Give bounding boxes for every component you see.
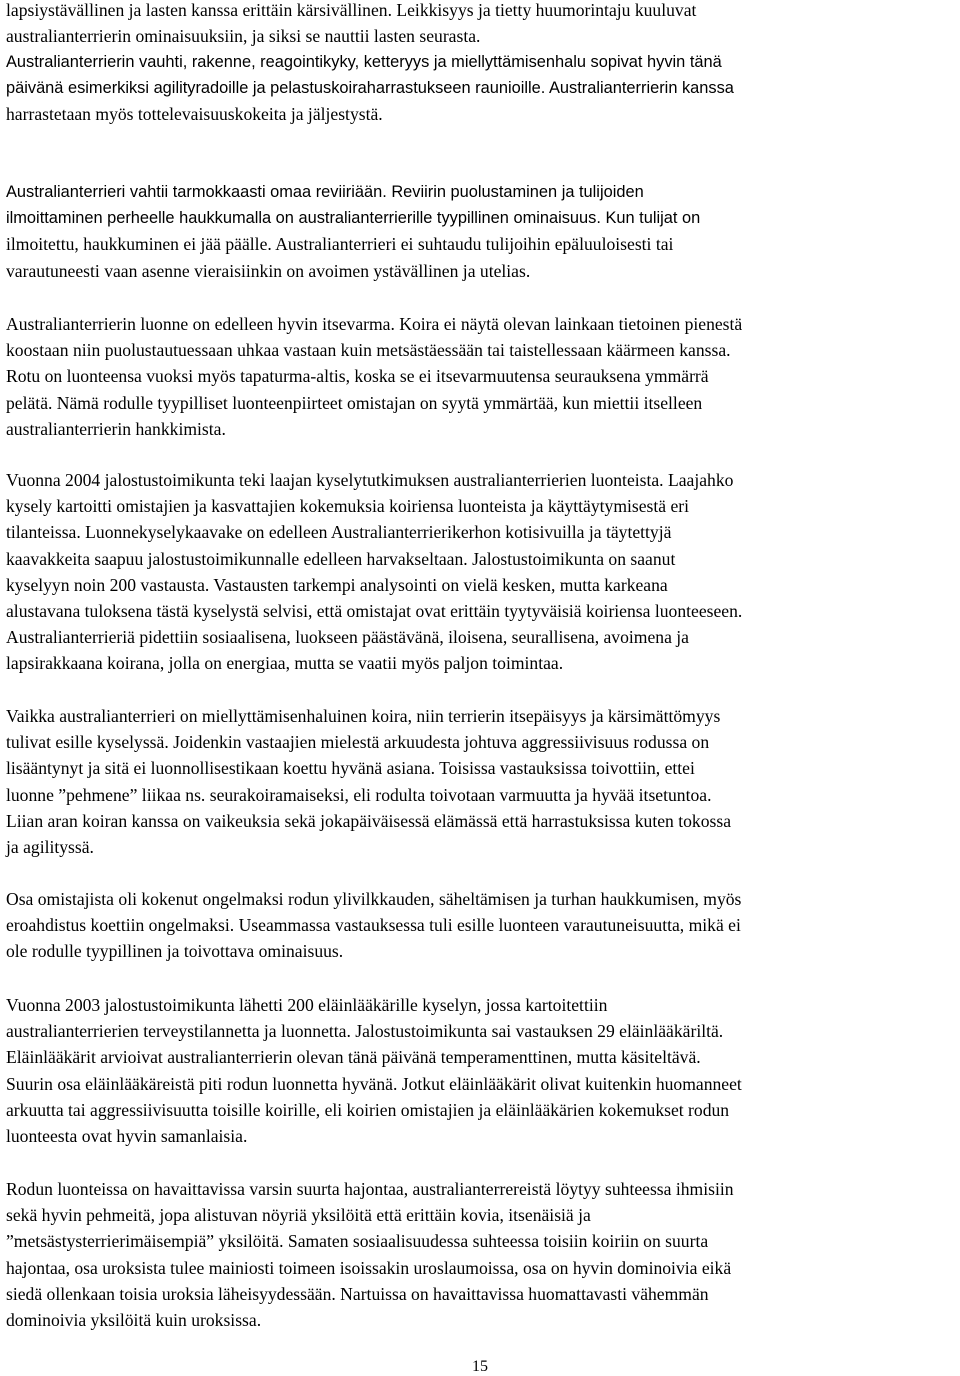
text-line: Vuonna 2003 jalostustoimikunta lähetti 200 eläinlääkärille kyselyn, jossa kartoitettiin bbox=[6, 995, 608, 1015]
text-line: Eläinlääkärit arvioivat australianterrierin olevan tänä päivänä temperamenttinen, mutta käsiteltävä. bbox=[6, 1047, 701, 1068]
text-line: koostaan niin puolustautuessaan uhkaa vastaan kuin metsästäessään tai taistellessaan käärmeen kanssa. bbox=[6, 340, 731, 361]
text-line: Australianterrierin vauhti, rakenne, reagointikyky, ketteryys ja miellyttämisenhalu sopivat hyvin tänä bbox=[6, 53, 722, 71]
text-line: australianterrierin ominaisuuksiin, ja siksi se nauttii lasten seurasta. bbox=[6, 26, 481, 47]
text-line: lapsirakkaana koirana, jolla on energiaa, mutta se vaatii myös paljon toimintaa. bbox=[6, 653, 564, 674]
text-line: päivänä esimerkiksi agilityradoille ja pelastuskoiraharrastukseen raunioille. Australianterrierin kanssa bbox=[6, 79, 734, 98]
text-line: ole rodulle tyypillinen ja toivottava ominaisuus. bbox=[6, 941, 344, 962]
text-line: australianterrierien terveystilannetta ja luonnetta. Jalostustoimikunta sai vastauksen 29 eläinlääkäriltä. bbox=[6, 1021, 724, 1042]
text-line: Australianterrierin luonne on edelleen hyvin itsevarma. Koira ei näytä olevan lainkaan tietoinen pienestä bbox=[6, 314, 743, 334]
paragraph-0 bbox=[6, 0, 696, 49]
text-line: ilmoitettu, haukkuminen ei jää päälle. Australianterrieri ei suhtaudu tulijoihin epäluuloisesti tai bbox=[6, 234, 674, 255]
text-line: Vaikka australianterrieri on miellyttämisenhaluinen koira, niin terrierin itsepäisyys ja kärsimättömyys bbox=[6, 706, 721, 726]
text-line: tilanteissa. Luonnekyselykaavake on edelleen Australianterrierikerhon kotisivuilla ja täytettyjä bbox=[6, 522, 672, 543]
text-line: kysely kartoitti omistajien ja kasvattajien kokemuksia koiriensa luonteista ja käyttäytymisestä eri bbox=[6, 496, 690, 517]
paragraph-1 bbox=[6, 49, 734, 128]
text-line: lapsiystävällinen ja lasten kanssa erittäin kärsivällinen. Leikkisyys ja tietty huumorintaju kuuluvat bbox=[6, 0, 697, 20]
text-line: Osa omistajista oli kokenut ongelmaksi rodun ylivilkkauden, säheltämisen ja turhan haukkumisen, myös bbox=[6, 889, 742, 909]
text-line: Suurin osa eläinlääkäreistä piti rodun luonnetta hyvänä. Jotkut eläinlääkärit olivat kuitenkin huomanneet bbox=[6, 1073, 742, 1094]
text-line: eroahdistus koettiin ongelmaksi. Useammassa vastauksessa tuli esille luonteen varautuneisuutta, mikä ei bbox=[6, 915, 741, 936]
text-line: arkuutta tai aggressiivisuutta toisille koirille, eli koirien omistajien ja eläinlääkärien kokemukset rodun bbox=[6, 1099, 730, 1120]
text-line: ”metsästysterrierimäisempiä” yksilöitä. Samaten sosiaalisuudessa suhteessa toisiin koiriin on suurta bbox=[6, 1231, 709, 1252]
text-line: kaavakkeita saapuu jalostustoimikunnalle edelleen harvakseltaan. Jalostustoimikunta on saanut bbox=[6, 548, 676, 569]
text-line: Australianterrieriä pidettiin sosiaalisena, luokseen päästävänä, iloisena, seurallisena, avoimena ja bbox=[6, 627, 689, 648]
text-line: dominoivia yksilöitä kuin uroksissa. bbox=[6, 1310, 262, 1331]
text-line: harrastetaan myös tottelevaisuuskokeita ja jäljestystä. bbox=[6, 104, 383, 125]
text-line: lisääntynyt ja sitä ei luonnollisestikaan koettu hyvänä asiana. Toisissa vastauksissa toivottiin, ettei bbox=[6, 758, 695, 779]
text-line: sekä hyvin pehmeitä, jopa alistuvan nöyriä yksilöitä että erittäin kovia, itsenäisiä ja bbox=[6, 1205, 591, 1226]
text-line: siedä ollenkaan toisia uroksia läheisyydessään. Nartuissa on havaittavissa huomattavasti vähemmän bbox=[6, 1283, 709, 1304]
text-line: varautuneesti vaan asenne vieraisiinkin on avoimen ystävällinen ja utelias. bbox=[6, 260, 531, 281]
paragraph-2 bbox=[6, 179, 700, 284]
text-line: pelätä. Nämä rodulle tyypilliset luonteenpiirteet omistajan on syytä ymmärtää, kun miettii itselleen bbox=[6, 392, 703, 413]
text-line: luonteesta ovat hyvin samanlaisia. bbox=[6, 1126, 248, 1147]
paragraph-5 bbox=[6, 703, 731, 860]
paragraph-3 bbox=[6, 311, 742, 442]
paragraph-7 bbox=[6, 992, 742, 1149]
text-line: Rotu on luonteensa vuoksi myös tapaturma-altis, koska se ei itsevarmuutensa seurauksena ymmärrä bbox=[6, 366, 709, 387]
text-line: ilmoittaminen perheelle haukkumalla on australianterrierille tyypillinen ominaisuus. Kun tulijat on bbox=[6, 209, 701, 228]
paragraph-4 bbox=[6, 467, 742, 677]
text-line: luonne ”pehmene” liikaa ns. seurakoiramaiseksi, eli rodulta toivotaan varmuutta ja hyvää itsetuntoa. bbox=[6, 784, 712, 805]
text-line: Vuonna 2004 jalostustoimikunta teki laajan kyselytutkimuksen australianterrierien luonteista. Laajahko bbox=[6, 470, 734, 490]
paragraph-6 bbox=[6, 886, 741, 965]
text-line: Rodun luonteissa on havaittavissa varsin suurta hajontaa, australianterrereistä löytyy suhteessa ihmisiin bbox=[6, 1179, 734, 1199]
text-line: alustavana tuloksena tästä kyselystä selvisi, että omistajat ovat erittäin tyytyväisiä koiriensa luonteeseen. bbox=[6, 601, 743, 622]
text-line: kyselyyn noin 200 vastausta. Vastausten tarkempi analysointi on vielä kesken, mutta karkeana bbox=[6, 574, 668, 595]
paragraph-8 bbox=[6, 1176, 734, 1333]
page-number: 15 bbox=[472, 1358, 488, 1375]
text-line: hajontaa, osa uroksista tulee mainiosti toimeen isoissakin uroslaumoissa, osa on hyvin dominoivia eikä bbox=[6, 1257, 732, 1278]
text-line: australianterrierin hankkimista. bbox=[6, 418, 226, 439]
text-line: Australianterrieri vahtii tarmokkaasti omaa reviiriään. Reviirin puolustaminen ja tulijoiden bbox=[6, 183, 644, 201]
text-line: ja agilityssä. bbox=[6, 837, 94, 858]
text-line: Liian aran koiran kanssa on vaikeuksia sekä jokapäiväisessä elämässä että harrastuksissa kuten tokossa bbox=[6, 810, 732, 831]
text-line: tulivat esille kyselyssä. Joidenkin vastaajien mielestä arkuudesta johtuva aggressiivisuus rodussa on bbox=[6, 732, 710, 753]
